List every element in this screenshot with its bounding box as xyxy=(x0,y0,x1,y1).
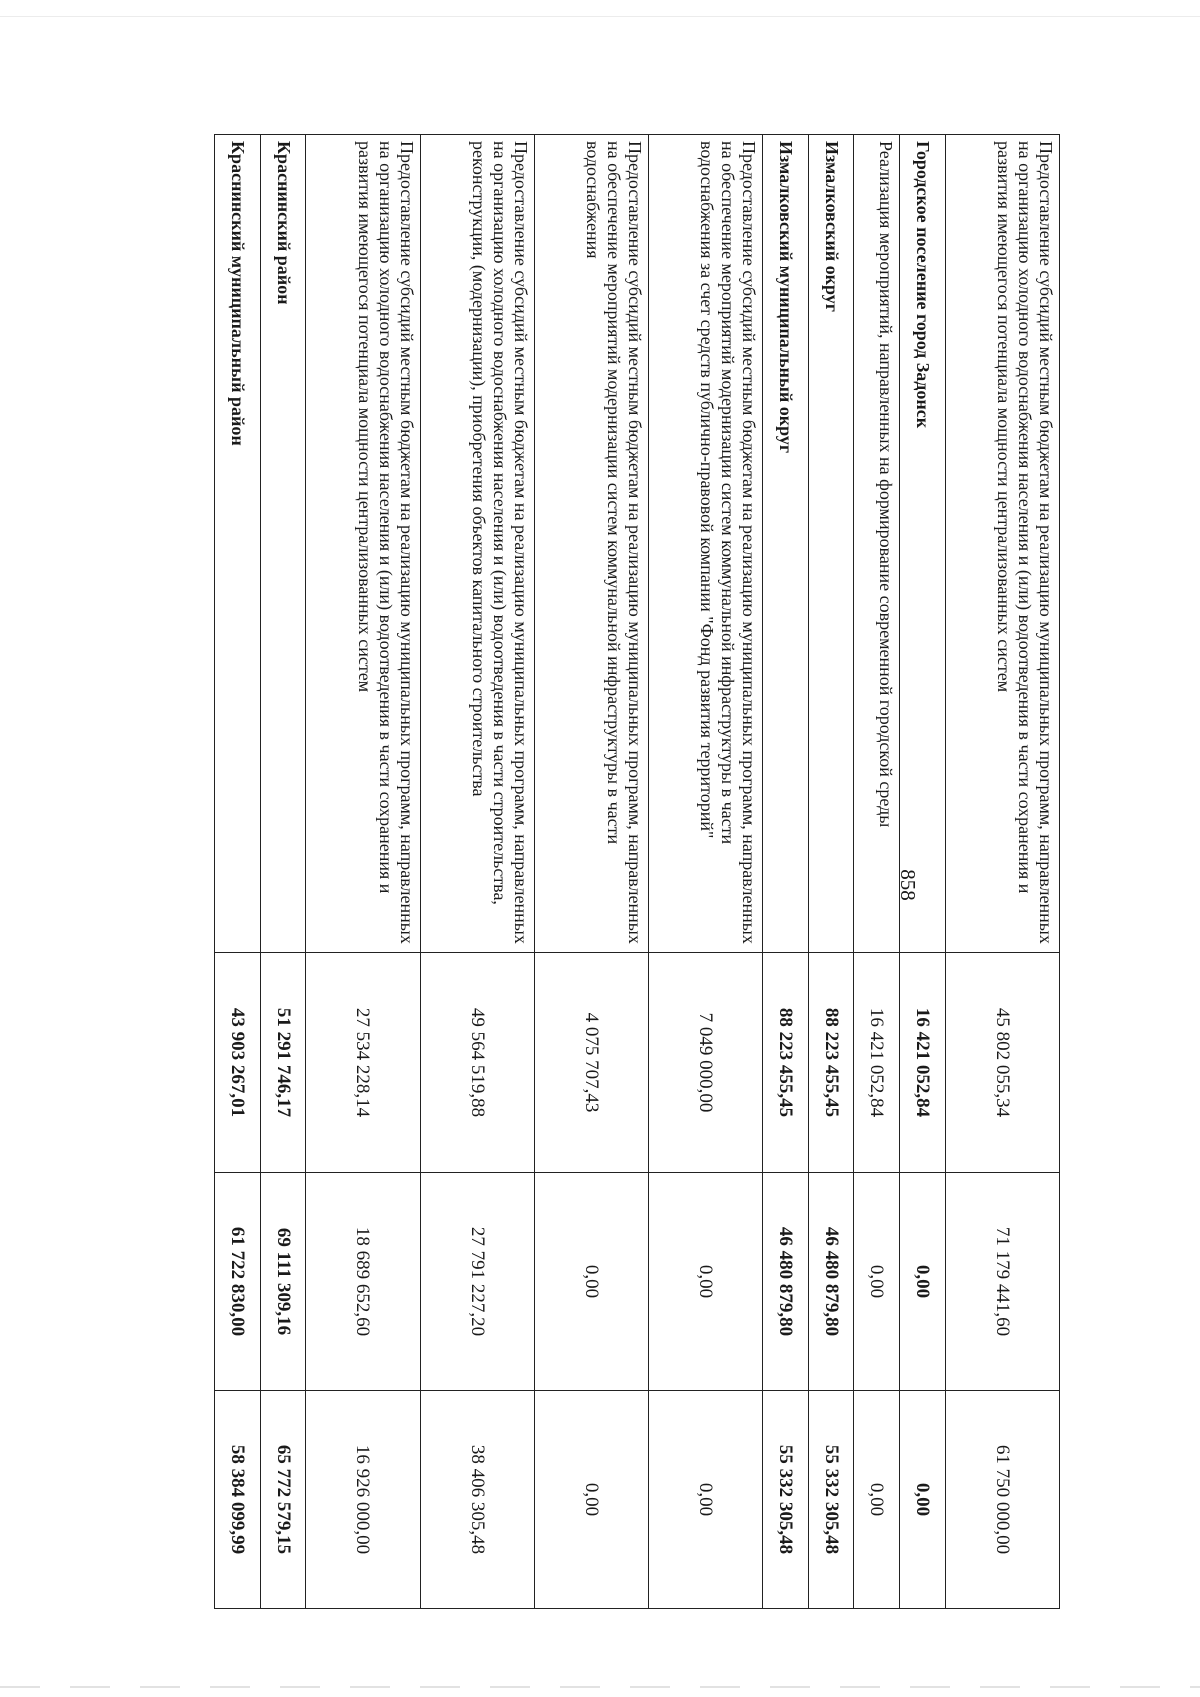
row-value-1-cell: 27 534 228,14 xyxy=(306,953,420,1173)
table-row xyxy=(854,135,900,1609)
row-name-cell: Предоставление субсидий местным бюджетам на реализацию муниципальных программ, направленных на организацию холодного водоснабжения населения и (или) водоотведения в части сохранения и развития имеющегося потенциала мощности централизованных систем xyxy=(306,135,420,953)
row-value-1-cell: 43 903 267,01 xyxy=(215,953,261,1173)
table-row xyxy=(306,135,420,1609)
table-row xyxy=(420,135,534,1609)
row-value-2-cell: 0,00 xyxy=(854,1173,900,1391)
row-name-cell: Предоставление субсидий местным бюджетам на реализацию муниципальных программ, направленных на обеспечение мероприятий модернизации систем коммунальной инфраструктуры в части водоснабжения xyxy=(534,135,648,953)
table-row xyxy=(808,135,854,1609)
row-value-1-cell: 45 802 055,34 xyxy=(945,953,1059,1173)
rotated-table-frame xyxy=(214,134,1060,1608)
table-wrapper xyxy=(214,134,1060,1608)
row-value-3-cell: 55 332 305,48 xyxy=(763,1391,809,1609)
table-row xyxy=(260,135,306,1609)
table-row xyxy=(534,135,648,1609)
row-value-1-cell: 16 421 052,84 xyxy=(854,953,900,1173)
row-value-1-cell: 51 291 746,17 xyxy=(260,953,306,1173)
row-name-cell: Предоставление субсидий местным бюджетам на реализацию муниципальных программ, направленных на организацию холодного водоснабжения населения и (или) водоотведения в части сохранения и развития имеющегося потенциала мощности централизованных систем xyxy=(945,135,1059,953)
row-name-cell: Измалковский муниципальный округ xyxy=(763,135,809,953)
row-value-1-cell: 49 564 519,88 xyxy=(420,953,534,1173)
row-value-2-cell: 61 722 830,00 xyxy=(215,1173,261,1391)
row-name-cell: Краснинский муниципальный район xyxy=(215,135,261,953)
row-value-2-cell: 0,00 xyxy=(534,1173,648,1391)
table-body xyxy=(215,135,1060,1609)
row-value-1-cell: 7 049 000,00 xyxy=(648,953,762,1173)
table-row xyxy=(763,135,809,1609)
row-value-3-cell: 55 332 305,48 xyxy=(808,1391,854,1609)
row-value-2-cell: 27 791 227,20 xyxy=(420,1173,534,1391)
row-value-2-cell: 0,00 xyxy=(648,1173,762,1391)
row-value-2-cell: 46 480 879,80 xyxy=(763,1173,809,1391)
row-value-1-cell: 16 421 052,84 xyxy=(900,953,946,1173)
row-value-3-cell: 61 750 000,00 xyxy=(945,1391,1059,1609)
row-value-3-cell: 38 406 305,48 xyxy=(420,1391,534,1609)
row-value-3-cell: 0,00 xyxy=(534,1391,648,1609)
row-value-3-cell: 16 926 000,00 xyxy=(306,1391,420,1609)
row-value-3-cell: 0,00 xyxy=(854,1391,900,1609)
budget-table xyxy=(214,134,1060,1609)
table-row xyxy=(215,135,261,1609)
row-name-cell: Городское поселение город Задонск xyxy=(900,135,946,953)
row-value-2-cell: 46 480 879,80 xyxy=(808,1173,854,1391)
row-name-cell: Предоставление субсидий местным бюджетам на реализацию муниципальных программ, направленных на организацию холодного водоснабжения населения и (или) водоотведения в части строительства, реконструкции, (модернизации), приобретения объектов капитального строительства xyxy=(420,135,534,953)
row-name-cell: Реализация мероприятий, направленных на формирование современной городской среды xyxy=(854,135,900,953)
page-number: 858 xyxy=(896,869,920,901)
table-row xyxy=(648,135,762,1609)
row-value-2-cell: 71 179 441,60 xyxy=(945,1173,1059,1391)
row-value-3-cell: 65 772 579,15 xyxy=(260,1391,306,1609)
row-value-3-cell: 0,00 xyxy=(648,1391,762,1609)
table-row xyxy=(900,135,946,1609)
row-value-2-cell: 18 689 652,60 xyxy=(306,1173,420,1391)
scan-noise xyxy=(0,1686,1200,1688)
row-name-cell: Предоставление субсидий местным бюджетам на реализацию муниципальных программ, направленных на обеспечение мероприятий модернизации систем коммунальной инфраструктуры в части водоснабжения за счет средств публично-правовой компании "Фонд развития территорий" xyxy=(648,135,762,953)
row-value-2-cell: 0,00 xyxy=(900,1173,946,1391)
row-value-2-cell: 69 111 309,16 xyxy=(260,1173,306,1391)
row-value-1-cell: 4 075 707,43 xyxy=(534,953,648,1173)
row-value-3-cell: 0,00 xyxy=(900,1391,946,1609)
scan-edge xyxy=(0,16,1200,17)
row-value-1-cell: 88 223 455,45 xyxy=(763,953,809,1173)
row-name-cell: Измалковский округ xyxy=(808,135,854,953)
row-name-cell: Краснинский район xyxy=(260,135,306,953)
row-value-1-cell: 88 223 455,45 xyxy=(808,953,854,1173)
row-value-3-cell: 58 384 099,99 xyxy=(215,1391,261,1609)
table-row xyxy=(945,135,1059,1609)
